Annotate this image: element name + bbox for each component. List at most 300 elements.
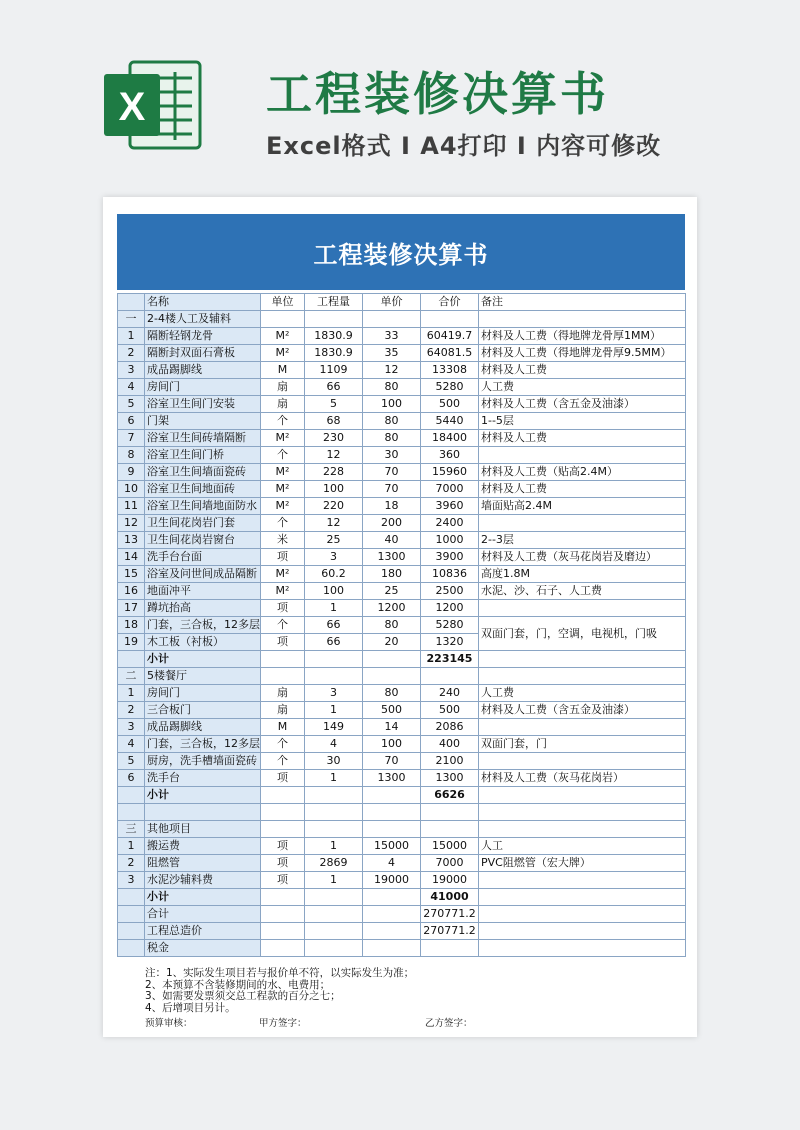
cell-name: 房间门: [145, 379, 261, 396]
document-title: 工程装修决算书: [117, 214, 685, 290]
column-header-remark: 备注: [479, 294, 686, 311]
cell-quantity: 1: [305, 702, 363, 719]
spreadsheet-page: [103, 197, 697, 1037]
table-row: [118, 498, 686, 515]
cell-quantity: [305, 651, 363, 668]
cell-unit: 扇: [261, 379, 305, 396]
cell-quantity: [305, 787, 363, 804]
cell-unit-price: 19000: [363, 872, 421, 889]
cell-unit-price: [363, 787, 421, 804]
cell-unit: [261, 668, 305, 685]
cell-remark: [479, 906, 686, 923]
cell-name: 卫生间花岗岩门套: [145, 515, 261, 532]
cell-unit: 项: [261, 634, 305, 651]
cell-remark: [479, 940, 686, 957]
cell-unit-price: 70: [363, 753, 421, 770]
cell-quantity: 60.2: [305, 566, 363, 583]
cell-unit-price: 33: [363, 328, 421, 345]
cell-name: 门架: [145, 413, 261, 430]
table-row: [118, 362, 686, 379]
cell-unit: 个: [261, 515, 305, 532]
table-row: [118, 923, 686, 940]
cell-quantity: 3: [305, 685, 363, 702]
cell-index: 1: [118, 685, 145, 702]
cell-unit: 米: [261, 532, 305, 549]
cell-unit: [261, 906, 305, 923]
cell-unit: M²: [261, 583, 305, 600]
table-header-row: [118, 294, 686, 311]
cell-index: [118, 787, 145, 804]
cell-unit: [261, 821, 305, 838]
cell-total: 500: [421, 396, 479, 413]
cell-unit-price: 80: [363, 617, 421, 634]
cell-index: 三: [118, 821, 145, 838]
cell-unit: 项: [261, 855, 305, 872]
table-row: [118, 413, 686, 430]
cell-total: 3900: [421, 549, 479, 566]
cell-total: [421, 311, 479, 328]
cell-unit-price: 100: [363, 736, 421, 753]
cell-index: 10: [118, 481, 145, 498]
cell-quantity: 4: [305, 736, 363, 753]
cell-index: 6: [118, 413, 145, 430]
cell-unit-price: [363, 889, 421, 906]
column-header-name: 名称: [145, 294, 261, 311]
cell-total: 7000: [421, 855, 479, 872]
cell-total: 6626: [421, 787, 479, 804]
cell-remark: [479, 753, 686, 770]
cell-quantity: 1: [305, 872, 363, 889]
table-row: [118, 872, 686, 889]
cell-name: 工程总造价: [145, 923, 261, 940]
table-row: [118, 906, 686, 923]
party-b-signature-label: 乙方签字：: [425, 1018, 473, 1029]
cell-unit-price: 1300: [363, 549, 421, 566]
cell-unit-price: 80: [363, 379, 421, 396]
cell-unit-price: 18: [363, 498, 421, 515]
cell-quantity: [305, 311, 363, 328]
cell-total: 500: [421, 702, 479, 719]
cell-total: 2100: [421, 753, 479, 770]
cell-unit: 扇: [261, 396, 305, 413]
table-row: [118, 328, 686, 345]
cell-remark: 墙面贴高2.4M: [479, 498, 686, 515]
cell-remark: 水泥、沙、石子、人工费: [479, 583, 686, 600]
table-row: [118, 770, 686, 787]
cell-unit: M²: [261, 430, 305, 447]
cell-remark: [479, 651, 686, 668]
column-header-unit: 单位: [261, 294, 305, 311]
cell-unit: [261, 311, 305, 328]
cell-name: 浴室卫生间门安装: [145, 396, 261, 413]
cell-name: 小计: [145, 651, 261, 668]
cell-unit: M²: [261, 481, 305, 498]
cell-total: 5440: [421, 413, 479, 430]
cell-unit-price: 200: [363, 515, 421, 532]
cell-remark: [479, 821, 686, 838]
cell-remark: 材料及人工费: [479, 430, 686, 447]
cell-quantity: [305, 906, 363, 923]
cell-remark: 材料及人工费（灰马花岗岩及磨边）: [479, 549, 686, 566]
table-row: [118, 532, 686, 549]
table-row: [118, 515, 686, 532]
cell-total: 1200: [421, 600, 479, 617]
cell-unit: M: [261, 719, 305, 736]
cell-index: [118, 923, 145, 940]
budget-review-label: 预算审核：: [145, 1018, 193, 1029]
cell-name: 门套，三合板，12多层: [145, 736, 261, 753]
cell-total: 223145: [421, 651, 479, 668]
cell-name: 卫生间花岗岩窗台: [145, 532, 261, 549]
cell-unit-price: [363, 668, 421, 685]
cell-quantity: 68: [305, 413, 363, 430]
cell-unit-price: [363, 906, 421, 923]
cell-quantity: 66: [305, 617, 363, 634]
cell-index: [118, 804, 145, 821]
cell-unit-price: 500: [363, 702, 421, 719]
cell-name: 洗手台台面: [145, 549, 261, 566]
table-row: [118, 719, 686, 736]
cell-remark: [479, 311, 686, 328]
cell-index: 4: [118, 736, 145, 753]
cell-total: 270771.2: [421, 923, 479, 940]
table-row: [118, 889, 686, 906]
cell-unit-price: 80: [363, 430, 421, 447]
column-header-total: 合价: [421, 294, 479, 311]
cell-unit-price: 40: [363, 532, 421, 549]
cell-unit: 项: [261, 600, 305, 617]
cell-unit-price: [363, 804, 421, 821]
cell-remark: [479, 889, 686, 906]
cell-remark: 1--5层: [479, 413, 686, 430]
cell-remark: [479, 787, 686, 804]
cell-remark: 材料及人工费: [479, 481, 686, 498]
cell-index: 17: [118, 600, 145, 617]
cell-index: 3: [118, 872, 145, 889]
cell-quantity: 1830.9: [305, 328, 363, 345]
cell-index: 16: [118, 583, 145, 600]
cell-index: 7: [118, 430, 145, 447]
table-row: [118, 600, 686, 617]
cell-total: [421, 668, 479, 685]
cell-total: 5280: [421, 617, 479, 634]
cell-unit-price: [363, 821, 421, 838]
cell-remark: [479, 447, 686, 464]
cell-total: 60419.7: [421, 328, 479, 345]
cell-remark: [479, 719, 686, 736]
cell-index: 2: [118, 855, 145, 872]
cell-quantity: [305, 940, 363, 957]
cell-name: 2-4楼人工及辅料: [145, 311, 261, 328]
table-row: [118, 396, 686, 413]
cell-quantity: [305, 821, 363, 838]
cell-index: 8: [118, 447, 145, 464]
cell-quantity: 25: [305, 532, 363, 549]
cell-unit-price: 1300: [363, 770, 421, 787]
cell-remark: 2--3层: [479, 532, 686, 549]
table-row: [118, 940, 686, 957]
cell-index: 3: [118, 719, 145, 736]
cell-unit: M²: [261, 566, 305, 583]
table-row: [118, 447, 686, 464]
cell-index: 5: [118, 396, 145, 413]
banner: [0, 0, 800, 190]
cell-remark: 材料及人工费（含五金及油漆）: [479, 702, 686, 719]
table-row: [118, 311, 686, 328]
budget-table: [117, 293, 686, 957]
cell-quantity: 12: [305, 515, 363, 532]
cell-quantity: 66: [305, 634, 363, 651]
cell-quantity: 228: [305, 464, 363, 481]
cell-remark: 材料及人工费（灰马花岗岩）: [479, 770, 686, 787]
cell-remark: [479, 872, 686, 889]
cell-unit-price: 80: [363, 685, 421, 702]
cell-unit-price: 100: [363, 396, 421, 413]
cell-index: 12: [118, 515, 145, 532]
cell-total: 15000: [421, 838, 479, 855]
table-row: [118, 787, 686, 804]
cell-unit: 项: [261, 770, 305, 787]
column-header-quantity: 工程量: [305, 294, 363, 311]
cell-name: 小计: [145, 787, 261, 804]
cell-name: 浴室卫生间墙面瓷砖: [145, 464, 261, 481]
banner-subtitle: Excel格式 I A4打印 I 内容可修改: [266, 132, 662, 160]
cell-index: 6: [118, 770, 145, 787]
cell-name: 合计: [145, 906, 261, 923]
table-row: [118, 838, 686, 855]
cell-total: 360: [421, 447, 479, 464]
cell-unit-price: 12: [363, 362, 421, 379]
note-line: 3、如需要发票须交总工程款的百分之七；: [145, 990, 341, 1002]
cell-unit-price: 25: [363, 583, 421, 600]
cell-index: 一: [118, 311, 145, 328]
cell-total: 400: [421, 736, 479, 753]
cell-quantity: 3: [305, 549, 363, 566]
cell-name: 地面冲平: [145, 583, 261, 600]
cell-total: 2500: [421, 583, 479, 600]
cell-quantity: [305, 804, 363, 821]
cell-unit-price: 20: [363, 634, 421, 651]
cell-name: 成品踢脚线: [145, 719, 261, 736]
table-row: [118, 345, 686, 362]
cell-remark: [479, 668, 686, 685]
table-row: [118, 651, 686, 668]
cell-remark: [479, 923, 686, 940]
cell-unit: 扇: [261, 702, 305, 719]
cell-total: 64081.5: [421, 345, 479, 362]
table-row: [118, 668, 686, 685]
cell-quantity: [305, 889, 363, 906]
cell-quantity: 30: [305, 753, 363, 770]
cell-remark: 双面门套，门: [479, 736, 686, 753]
cell-unit: 个: [261, 736, 305, 753]
cell-name: 隔断封双面石膏板: [145, 345, 261, 362]
cell-unit: [261, 889, 305, 906]
cell-index: [118, 940, 145, 957]
table-row: [118, 804, 686, 821]
cell-index: 13: [118, 532, 145, 549]
cell-quantity: 66: [305, 379, 363, 396]
cell-unit-price: 35: [363, 345, 421, 362]
cell-quantity: 1: [305, 770, 363, 787]
column-header-unit-price: 单价: [363, 294, 421, 311]
cell-quantity: 1: [305, 600, 363, 617]
cell-quantity: 1830.9: [305, 345, 363, 362]
table-row: [118, 430, 686, 447]
excel-icon: [100, 52, 206, 158]
cell-quantity: 100: [305, 583, 363, 600]
cell-remark: [479, 804, 686, 821]
cell-name: 其他项目: [145, 821, 261, 838]
cell-quantity: 5: [305, 396, 363, 413]
cell-unit-price: [363, 940, 421, 957]
cell-index: 1: [118, 328, 145, 345]
table-row: [118, 566, 686, 583]
cell-quantity: 1109: [305, 362, 363, 379]
cell-total: 41000: [421, 889, 479, 906]
cell-remark: PVC阻燃管（宏大牌）: [479, 855, 686, 872]
cell-name: [145, 804, 261, 821]
cell-name: 浴室卫生间地面砖: [145, 481, 261, 498]
cell-quantity: 12: [305, 447, 363, 464]
banner-title: 工程装修决算书: [266, 67, 609, 121]
cell-remark: 人工费: [479, 685, 686, 702]
cell-total: 1320: [421, 634, 479, 651]
cell-total: [421, 821, 479, 838]
cell-total: 5280: [421, 379, 479, 396]
cell-total: 3960: [421, 498, 479, 515]
cell-total: [421, 940, 479, 957]
cell-unit-price: 15000: [363, 838, 421, 855]
cell-unit: [261, 651, 305, 668]
cell-index: 5: [118, 753, 145, 770]
table-row: [118, 821, 686, 838]
cell-total: 270771.2: [421, 906, 479, 923]
cell-index: 11: [118, 498, 145, 515]
cell-remark: 材料及人工费（得地牌龙骨厚1MM）: [479, 328, 686, 345]
cell-index: 3: [118, 362, 145, 379]
cell-unit: 个: [261, 753, 305, 770]
cell-index: 4: [118, 379, 145, 396]
cell-total: 15960: [421, 464, 479, 481]
cell-unit-price: 14: [363, 719, 421, 736]
cell-name: 门套，三合板，12多层: [145, 617, 261, 634]
note-line: 注：1、实际发生项目若与报价单不符，以实际发生为准；: [145, 967, 415, 979]
cell-index: [118, 651, 145, 668]
cell-index: 15: [118, 566, 145, 583]
cell-index: 14: [118, 549, 145, 566]
cell-total: 2400: [421, 515, 479, 532]
column-header-index: [118, 294, 145, 311]
cell-name: 蹲坑抬高: [145, 600, 261, 617]
cell-remark: 材料及人工费（贴高2.4M）: [479, 464, 686, 481]
cell-unit-price: [363, 311, 421, 328]
table-row: [118, 549, 686, 566]
table-row: [118, 855, 686, 872]
cell-remark: 高度1.8M: [479, 566, 686, 583]
cell-index: [118, 889, 145, 906]
cell-name: 房间门: [145, 685, 261, 702]
cell-unit: [261, 923, 305, 940]
cell-index: 2: [118, 702, 145, 719]
cell-quantity: 100: [305, 481, 363, 498]
cell-unit: [261, 804, 305, 821]
table-row: [118, 685, 686, 702]
cell-name: 搬运费: [145, 838, 261, 855]
cell-unit-price: 70: [363, 481, 421, 498]
table-row: [118, 736, 686, 753]
cell-unit: M²: [261, 345, 305, 362]
cell-unit: [261, 787, 305, 804]
table-row: [118, 702, 686, 719]
cell-index: 18: [118, 617, 145, 634]
cell-quantity: 230: [305, 430, 363, 447]
cell-index: 19: [118, 634, 145, 651]
party-a-signature-label: 甲方签字：: [259, 1018, 307, 1029]
table-row: [118, 464, 686, 481]
cell-index: 2: [118, 345, 145, 362]
cell-unit: 项: [261, 872, 305, 889]
cell-unit: 个: [261, 447, 305, 464]
table-row: [118, 617, 686, 634]
cell-name: 浴室卫生间门桥: [145, 447, 261, 464]
cell-name: 5楼餐厅: [145, 668, 261, 685]
cell-name: 三合板门: [145, 702, 261, 719]
table-row: [118, 481, 686, 498]
cell-quantity: 2869: [305, 855, 363, 872]
notes: [145, 968, 414, 1014]
cell-remark: 材料及人工费（含五金及油漆）: [479, 396, 686, 413]
cell-name: 浴室及问世间成品隔断: [145, 566, 261, 583]
table-row: [118, 753, 686, 770]
cell-unit: M²: [261, 328, 305, 345]
cell-unit: 个: [261, 413, 305, 430]
cell-total: 13308: [421, 362, 479, 379]
cell-unit: 个: [261, 617, 305, 634]
cell-remark: [479, 515, 686, 532]
cell-unit-price: 4: [363, 855, 421, 872]
cell-remark: 人工: [479, 838, 686, 855]
cell-name: 木工板（衬板）: [145, 634, 261, 651]
cell-name: 浴室卫生间砖墙隔断: [145, 430, 261, 447]
cell-unit-price: 1200: [363, 600, 421, 617]
cell-remark: 人工费: [479, 379, 686, 396]
cell-unit-price: [363, 923, 421, 940]
cell-name: 税金: [145, 940, 261, 957]
cell-index: 二: [118, 668, 145, 685]
cell-remark-merged: 双面门套，门，空调，电视机，门吸: [479, 617, 686, 651]
cell-unit-price: 180: [363, 566, 421, 583]
cell-total: 19000: [421, 872, 479, 889]
cell-unit: 项: [261, 838, 305, 855]
cell-unit: 项: [261, 549, 305, 566]
cell-unit-price: 80: [363, 413, 421, 430]
cell-quantity: 149: [305, 719, 363, 736]
cell-total: 1300: [421, 770, 479, 787]
cell-unit: 扇: [261, 685, 305, 702]
cell-name: 阻燃管: [145, 855, 261, 872]
cell-unit-price: 70: [363, 464, 421, 481]
cell-name: 洗手台: [145, 770, 261, 787]
cell-total: 240: [421, 685, 479, 702]
cell-name: 浴室卫生间墙地面防水: [145, 498, 261, 515]
cell-remark: 材料及人工费（得地牌龙骨厚9.5MM）: [479, 345, 686, 362]
cell-total: 10836: [421, 566, 479, 583]
note-line: 2、本预算不含装修期间的水、电费用；: [145, 978, 331, 991]
cell-remark: [479, 600, 686, 617]
cell-quantity: [305, 923, 363, 940]
cell-unit-price: 30: [363, 447, 421, 464]
